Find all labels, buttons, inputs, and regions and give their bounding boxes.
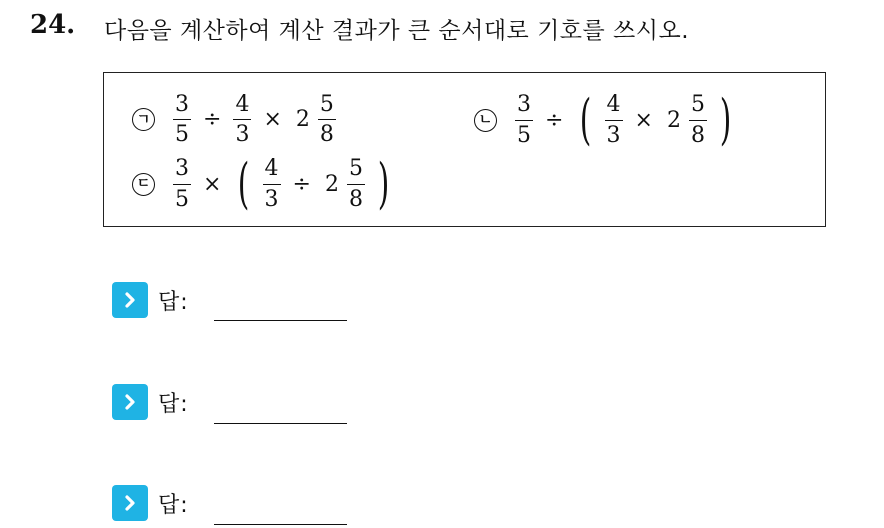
chevron-right-icon [112, 485, 148, 521]
answer-label: 답: [158, 289, 189, 315]
answer-blank[interactable] [214, 320, 347, 321]
chevron-right-icon [112, 384, 148, 420]
mark-c: ㄷ [132, 173, 155, 196]
answer-blank[interactable] [214, 423, 347, 424]
mark-a: ㄱ [132, 108, 155, 131]
answer-row [112, 282, 189, 318]
expression-box [103, 72, 826, 227]
fraction: $\frac{3}{5}$ [175, 92, 189, 148]
operator: ÷ [203, 107, 222, 133]
fraction: $\frac{4}{3}$ [264, 156, 279, 212]
mixed-whole: 2 [324, 171, 339, 197]
fraction: $\frac{4}{3}$ [235, 92, 250, 148]
expression-c [132, 152, 394, 215]
fraction: $\frac{3}{5}$ [175, 156, 189, 212]
expression-a [132, 93, 336, 146]
fraction: $\frac{4}{3}$ [606, 92, 621, 148]
fraction: $\frac{3}{5}$ [517, 92, 531, 148]
mark-b: ㄴ [474, 109, 497, 132]
fraction: $\frac{5}{8}$ [319, 92, 334, 148]
fraction: $\frac{5}{8}$ [690, 92, 705, 148]
question-number: 24. [30, 10, 76, 40]
question-text: 다음을 계산하여 계산 결과가 큰 순서대로 기호를 쓰시오. [104, 18, 690, 44]
left-paren: ( [238, 152, 250, 215]
chevron-right-icon [112, 282, 148, 318]
operator: × [634, 107, 653, 133]
right-paren: ) [719, 88, 732, 151]
operator: × [203, 171, 222, 197]
left-paren: ( [580, 88, 592, 151]
operator: ÷ [545, 107, 564, 133]
answer-label: 답: [158, 391, 189, 417]
mixed-whole: 2 [666, 107, 681, 133]
fraction: $\frac{5}{8}$ [348, 156, 363, 212]
answer-row [112, 384, 189, 420]
operator: × [263, 107, 282, 133]
answer-row [112, 485, 189, 521]
operator: ÷ [292, 171, 311, 197]
answer-blank[interactable] [214, 524, 347, 525]
answer-label: 답: [158, 492, 189, 518]
right-paren: ) [377, 152, 390, 215]
mixed-whole: 2 [295, 107, 310, 133]
expression-b [474, 88, 736, 151]
